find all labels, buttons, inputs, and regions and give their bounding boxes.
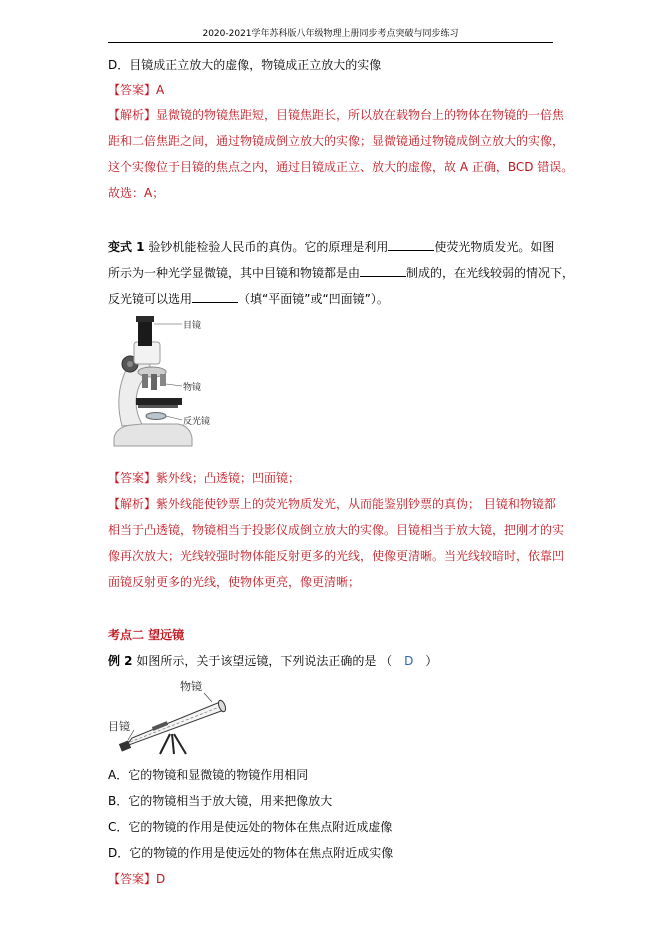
question-text: （填“平面镜”或“凹面镜”）。 [238, 292, 389, 306]
variant1-line [108, 264, 574, 281]
answer-line [108, 470, 300, 486]
variant1-line [108, 238, 554, 255]
answer-line [108, 871, 165, 887]
variant-tag: 变式 1 [108, 240, 145, 254]
answer-tag: 【答案】 [108, 872, 157, 886]
label-mirror: 反光镜 [183, 417, 211, 427]
question-text: 所示为一种光学显微镜，其中目镜和物镜都是由 [108, 266, 361, 280]
analysis-line: 相当于凸透镜，物镜相当于投影仪成倒立放大的实像。目镜相当于放大镜，把刚才的实 [108, 523, 565, 537]
question-text: 验钞机能检验人民币的真伪。它的原理是利用 [144, 240, 389, 254]
answer-line [108, 82, 164, 98]
example-tag: 例 2 [108, 654, 133, 668]
analysis-line: 这个实像位于目镜的焦点之内，通过目镜成正立、放大的虚像，故 A 正确，BCD 错误。 [108, 160, 574, 174]
option-c: C．它的物镜的作用是使远处的物体在焦点附近成虚像 [108, 820, 393, 834]
filled-answer: D [404, 654, 414, 668]
analysis-line: 距和二倍焦距之间，通过物镜成倒立放大的实像；显微镜通过物镜成倒立放大的实像， [108, 134, 565, 148]
header-divider [108, 42, 553, 43]
analysis-line: 面镜反射更多的光线，使物体更亮，像更清晰； [108, 575, 361, 589]
analysis-line: 故选：A； [108, 186, 165, 200]
label-eyepiece: 目镜 [183, 321, 202, 331]
question-text: 如图所示，关于该望远镜，下列说法正确的是 （ [132, 654, 393, 668]
label-eyepiece: 目镜 [108, 720, 130, 733]
option-b: B．它的物镜相当于放大镜，用来把像放大 [108, 794, 333, 808]
analysis-text: 紫外线能使钞票上的荧光物质发光，从而能鉴别钞票的真伪； 目镜和物镜都 [156, 497, 556, 511]
fill-blank[interactable] [388, 238, 434, 251]
question-text: 制成的，在光线较弱的情况下， [406, 266, 575, 280]
label-objective: 物镜 [180, 680, 202, 693]
analysis-tag: 【解析】 [108, 497, 157, 511]
label-objective: 物镜 [183, 383, 202, 393]
fill-blank[interactable] [192, 290, 238, 303]
option-a: A．它的物镜和显微镜的物镜作用相同 [108, 768, 309, 782]
question-text: 反光镜可以选用 [108, 292, 193, 306]
option-d: D．目镜成正立放大的虚像，物镜成正立放大的实像 [108, 58, 382, 72]
analysis-line [108, 496, 556, 512]
close-paren: ） [425, 654, 438, 668]
option-d: D．它的物镜的作用是使远处的物体在焦点附近成实像 [108, 846, 394, 860]
analysis-line [108, 107, 564, 123]
variant1-line [108, 290, 389, 307]
microscope-figure [108, 314, 218, 458]
answer-tag: 【答案】 [108, 471, 157, 485]
answer-value: A [156, 83, 165, 97]
analysis-line: 像再次放大；光线较强时物体能反射更多的光线，使像更清晰。当光线较暗时，依靠凹 [108, 549, 565, 563]
question-text: 使荧光物质发光。如图 [434, 240, 555, 254]
section-title: 考点二 望远镜 [108, 628, 185, 642]
example2-question [108, 653, 437, 669]
fill-blank[interactable] [360, 264, 406, 277]
answer-value: 紫外线；凸透镜；凹面镜； [156, 471, 301, 485]
answer-tag: 【答案】 [108, 83, 157, 97]
analysis-tag: 【解析】 [108, 108, 157, 122]
page-header: 2020-2021学年苏科版八年级物理上册同步考点突破与同步练习 [202, 29, 459, 39]
telescope-figure [108, 676, 238, 756]
answer-value: D [156, 872, 166, 886]
analysis-text: 显微镜的物镜焦距短，目镜焦距长，所以放在载物台上的物体在物镜的一倍焦 [156, 108, 565, 122]
